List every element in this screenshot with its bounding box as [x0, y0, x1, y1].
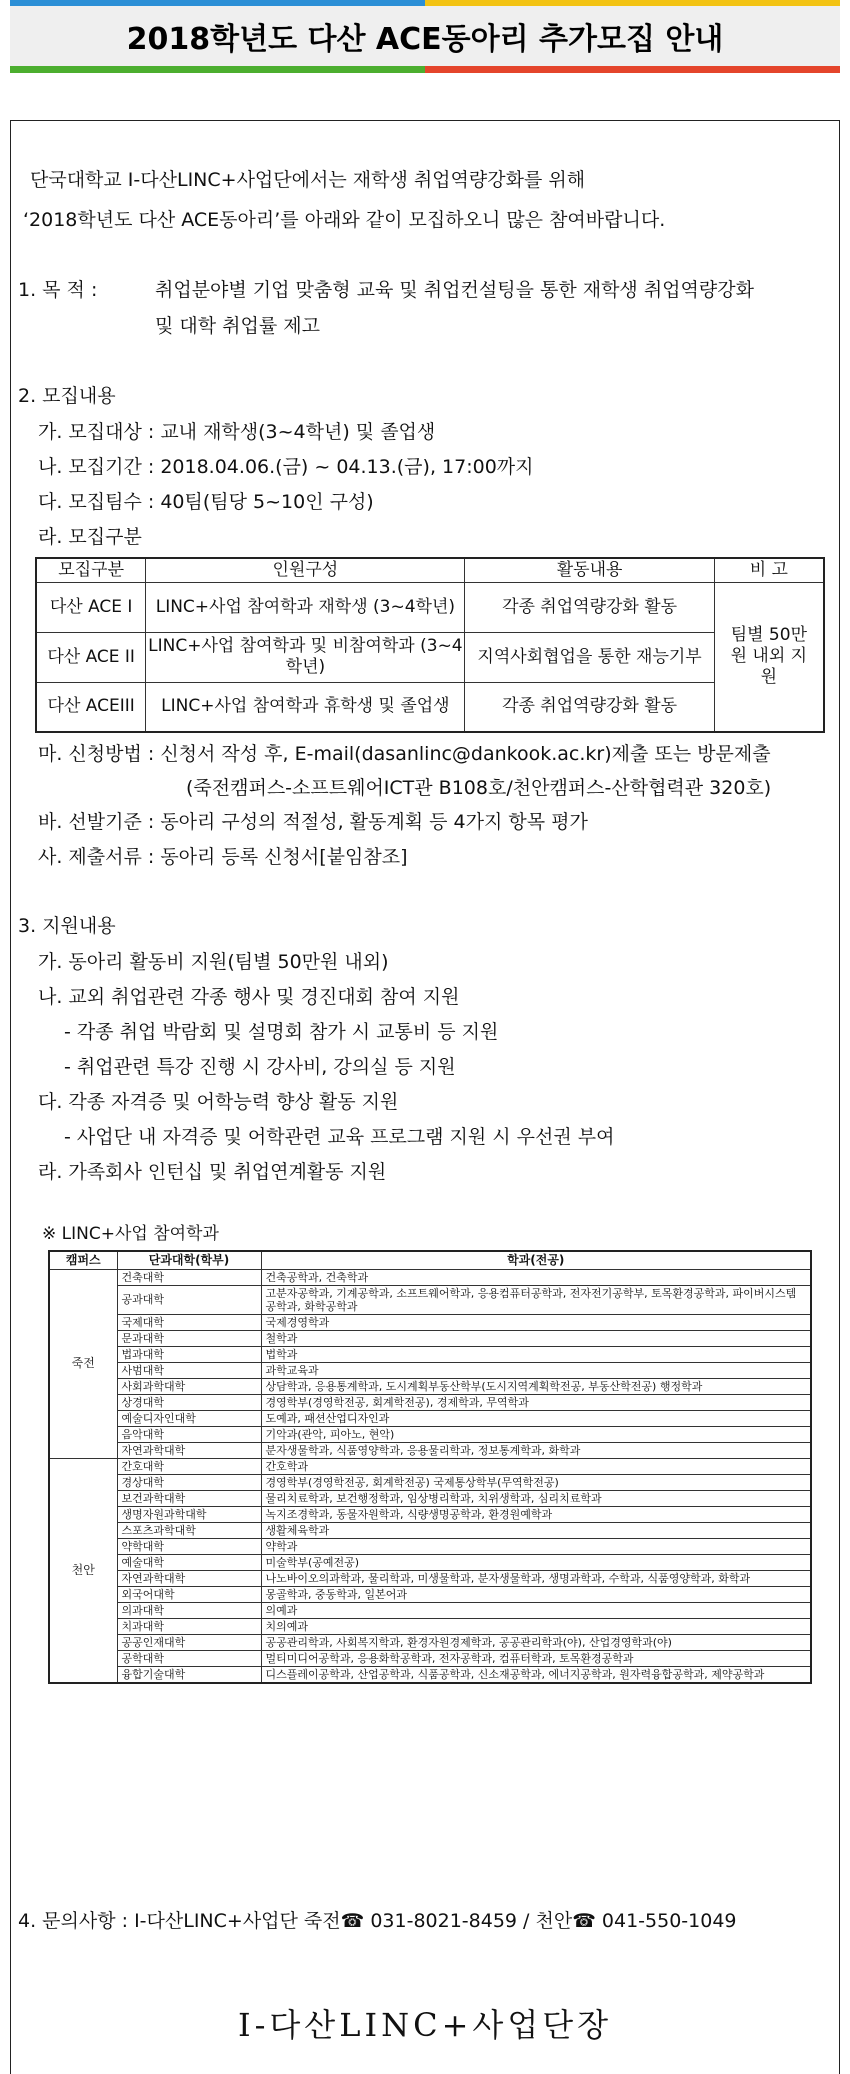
table-cell: 다산 ACEIII — [36, 682, 146, 732]
department-cell: 간호학과 — [261, 1458, 811, 1474]
college-cell: 경상대학 — [117, 1474, 261, 1490]
support-item-3a: - 사업단 내 자격증 및 어학관련 교육 프로그램 지원 시 우선권 부여 — [64, 1126, 615, 1148]
college-cell: 문과대학 — [117, 1330, 261, 1346]
department-cell: 건축공학과, 건축학과 — [261, 1269, 811, 1285]
table-row — [49, 1362, 811, 1378]
dept-table-caption: ※ LINC+사업 참여학과 — [42, 1224, 219, 1244]
support-heading: 3. 지원내용 — [18, 915, 116, 937]
college-cell: 자연과학대학 — [117, 1442, 261, 1458]
contact-info: 4. 문의사항 : I-다산LINC+사업단 죽전☎ 031-8021-8459 / 천안☎ 041-550-1049 — [18, 1910, 737, 1932]
department-cell: 약학과 — [261, 1538, 811, 1554]
table-row — [49, 1618, 811, 1634]
selection-criteria: 바. 선발기준 : 동아리 구성의 적절성, 활동계획 등 4가지 항목 평가 — [38, 811, 588, 833]
department-cell: 상담학과, 응용통계학과, 도시계획부동산학부(도시지역계획학전공, 부동산학전공) 행정학과 — [261, 1378, 811, 1394]
dept-table-header: 캠퍼스 — [49, 1251, 117, 1269]
purpose-line-1: 취업분야별 기업 맞춤형 교육 및 취업컨설팅을 통한 재학생 취업역량강화 — [155, 279, 754, 301]
table-row — [49, 1442, 811, 1458]
department-cell: 디스플레이공학과, 산업공학과, 식품공학과, 신소재공학과, 에너지공학과, 원자력융합공학과, 제약공학과 — [261, 1666, 811, 1683]
college-cell: 간호대학 — [117, 1458, 261, 1474]
department-cell: 법학과 — [261, 1346, 811, 1362]
college-cell: 생명자원과학대학 — [117, 1506, 261, 1522]
table-header: 모집구분 — [36, 558, 146, 582]
table-row — [49, 1586, 811, 1602]
table-note-cell: 팀별 50만원 내외 지원 — [714, 582, 824, 732]
college-cell: 건축대학 — [117, 1269, 261, 1285]
table-row — [49, 1394, 811, 1410]
table-row — [49, 1330, 811, 1346]
submit-documents: 사. 제출서류 : 동아리 등록 신청서[붙임참조] — [38, 846, 408, 868]
table-cell: 다산 ACE I — [36, 582, 146, 632]
support-item-4: 라. 가족회사 인턴십 및 취업연계활동 지원 — [38, 1161, 387, 1183]
apply-place: (죽전캠퍼스-소프트웨어ICT관 B108호/천안캠퍼스-산학협력관 320호) — [186, 777, 772, 799]
college-cell: 스포츠과학대학 — [117, 1522, 261, 1538]
college-cell: 예술디자인대학 — [117, 1410, 261, 1426]
table-header: 활동내용 — [465, 558, 714, 582]
department-cell: 경영학부(경영학전공, 회계학전공) 국제통상학부(무역학전공) — [261, 1474, 811, 1490]
college-cell: 공과대학 — [117, 1285, 261, 1314]
table-header: 인원구성 — [146, 558, 465, 582]
department-cell: 나노바이오의과학과, 물리학과, 미생물학과, 분자생물학과, 생명과학과, 수학과, 식품영양학과, 화학과 — [261, 1570, 811, 1586]
recruit-period: 나. 모집기간 : 2018.04.06.(금) ~ 04.13.(금), 17:00까지 — [38, 456, 534, 478]
dept-table-header-row — [49, 1251, 811, 1269]
department-cell: 의예과 — [261, 1602, 811, 1618]
purpose-label: 1. 목 적 : — [18, 279, 98, 301]
table-row — [36, 682, 824, 732]
department-cell: 생활체육학과 — [261, 1522, 811, 1538]
department-cell: 녹지조경학과, 동물자원학과, 식량생명공학과, 환경원예학과 — [261, 1506, 811, 1522]
table-row — [49, 1602, 811, 1618]
table-row — [49, 1522, 811, 1538]
recruit-target: 가. 모집대상 : 교내 재학생(3~4학년) 및 졸업생 — [38, 421, 436, 443]
college-cell: 공공인재대학 — [117, 1634, 261, 1650]
department-cell: 국제경영학과 — [261, 1314, 811, 1330]
department-cell: 멀티미디어공학과, 응용화학공학과, 전자공학과, 컴퓨터학과, 토목환경공학과 — [261, 1650, 811, 1666]
table-cell: LINC+사업 참여학과 재학생 (3~4학년) — [146, 582, 465, 632]
college-cell: 보건과학대학 — [117, 1490, 261, 1506]
table-row — [49, 1285, 811, 1314]
department-cell: 물리치료학과, 보건행정학과, 임상병리학과, 치위생학과, 심리치료학과 — [261, 1490, 811, 1506]
campus-cell: 천안 — [49, 1458, 117, 1683]
intro-line-2: ‘2018학년도 다산 ACE동아리’를 아래와 같이 모집하오니 많은 참여바랍니다. — [23, 209, 666, 231]
department-cell: 과학교육과 — [261, 1362, 811, 1378]
college-cell: 사회과학대학 — [117, 1378, 261, 1394]
department-cell: 도예과, 패션산업디자인과 — [261, 1410, 811, 1426]
page-title: 2018학년도 다산 ACE동아리 추가모집 안내 — [126, 22, 724, 57]
table-cell: 다산 ACE II — [36, 632, 146, 682]
table-row — [49, 1554, 811, 1570]
dept-table — [48, 1250, 812, 1684]
apply-method — [38, 742, 771, 766]
table-header: 비 고 — [714, 558, 824, 582]
table-row — [49, 1474, 811, 1490]
college-cell: 자연과학대학 — [117, 1570, 261, 1586]
table-row — [49, 1650, 811, 1666]
recruit-teams: 다. 모집팀수 : 40팀(팀당 5~10인 구성) — [38, 491, 374, 513]
table-row — [36, 632, 824, 682]
table-row — [49, 1410, 811, 1426]
support-item-1: 가. 동아리 활동비 지원(팀별 50만원 내외) — [38, 951, 389, 973]
table-cell: LINC+사업 참여학과 및 비참여학과 (3~4학년) — [146, 632, 465, 682]
support-item-2: 나. 교외 취업관련 각종 행사 및 경진대회 참여 지원 — [38, 986, 460, 1008]
college-cell: 사범대학 — [117, 1362, 261, 1378]
college-cell: 상경대학 — [117, 1394, 261, 1410]
college-cell: 의과대학 — [117, 1602, 261, 1618]
dept-table-header: 단과대학(학부) — [117, 1251, 261, 1269]
college-cell: 융합기술대학 — [117, 1666, 261, 1683]
table-row — [49, 1346, 811, 1362]
header-bottom-stripe — [10, 66, 840, 73]
department-cell: 경영학부(경영학전공, 회계학전공), 경제학과, 무역학과 — [261, 1394, 811, 1410]
table-row — [49, 1538, 811, 1554]
department-cell: 몽골학과, 중동학과, 일본어과 — [261, 1586, 811, 1602]
table-row — [49, 1634, 811, 1650]
support-item-3: 다. 각종 자격증 및 어학능력 향상 활동 지원 — [38, 1091, 399, 1113]
support-item-2a: - 각종 취업 박람회 및 설명회 참가 시 교통비 등 지원 — [64, 1021, 499, 1043]
purpose-line-2: 및 대학 취업률 제고 — [155, 315, 320, 337]
department-cell: 치의예과 — [261, 1618, 811, 1634]
table-row — [49, 1490, 811, 1506]
department-cell: 고분자공학과, 기계공학과, 소프트웨어학과, 응용컴퓨터공학과, 전자전기공학부, 토목환경공학과, 파이버시스템공학과, 화학공학과 — [261, 1285, 811, 1314]
recruit-heading: 2. 모집내용 — [18, 385, 116, 407]
table-cell: 각종 취업역량강화 활동 — [465, 582, 714, 632]
college-cell: 외국어대학 — [117, 1586, 261, 1602]
recruit-category-table — [35, 557, 825, 733]
department-cell: 미술학부(공예전공) — [261, 1554, 811, 1570]
department-cell: 공공관리학과, 사회복지학과, 환경자원경제학과, 공공관리학과(야), 산업경영학과(야) — [261, 1634, 811, 1650]
table-cell: 각종 취업역량강화 활동 — [465, 682, 714, 732]
support-item-2b: - 취업관련 특강 진행 시 강사비, 강의실 등 지원 — [64, 1056, 456, 1078]
table-row — [49, 1269, 811, 1285]
table-row — [49, 1314, 811, 1330]
college-cell: 법과대학 — [117, 1346, 261, 1362]
intro-line-1: 단국대학교 I-다산LINC+사업단에서는 재학생 취업역량강화를 위해 — [30, 169, 586, 191]
table-row — [36, 582, 824, 632]
college-cell: 치과대학 — [117, 1618, 261, 1634]
table-row — [49, 1378, 811, 1394]
department-cell: 분자생물학과, 식품영양학과, 응용물리학과, 정보통계학과, 화학과 — [261, 1442, 811, 1458]
campus-cell: 죽전 — [49, 1269, 117, 1458]
table-row — [49, 1426, 811, 1442]
table-row — [49, 1570, 811, 1586]
college-cell: 공학대학 — [117, 1650, 261, 1666]
college-cell: 음악대학 — [117, 1426, 261, 1442]
table-cell: LINC+사업 참여학과 휴학생 및 졸업생 — [146, 682, 465, 732]
college-cell: 약학대학 — [117, 1538, 261, 1554]
table-row — [49, 1666, 811, 1683]
dept-table-header: 학과(전공) — [261, 1251, 811, 1269]
department-cell: 철학과 — [261, 1330, 811, 1346]
table-cell: 지역사회협업을 통한 재능기부 — [465, 632, 714, 682]
college-cell: 예술대학 — [117, 1554, 261, 1570]
department-cell: 기악과(관악, 피아노, 현악) — [261, 1426, 811, 1442]
title-bar — [10, 6, 840, 66]
college-cell: 국제대학 — [117, 1314, 261, 1330]
signature: I-다산LINC+사업단장 — [237, 2006, 613, 2044]
apply-method-text: 마. 신청방법 : 신청서 작성 후, E-mail(dasanlinc@dankook.ac.kr)제출 또는 방문제출 — [38, 743, 771, 765]
recruit-category: 라. 모집구분 — [38, 526, 142, 548]
table-header-row — [36, 558, 824, 582]
table-row — [49, 1458, 811, 1474]
table-row — [49, 1506, 811, 1522]
